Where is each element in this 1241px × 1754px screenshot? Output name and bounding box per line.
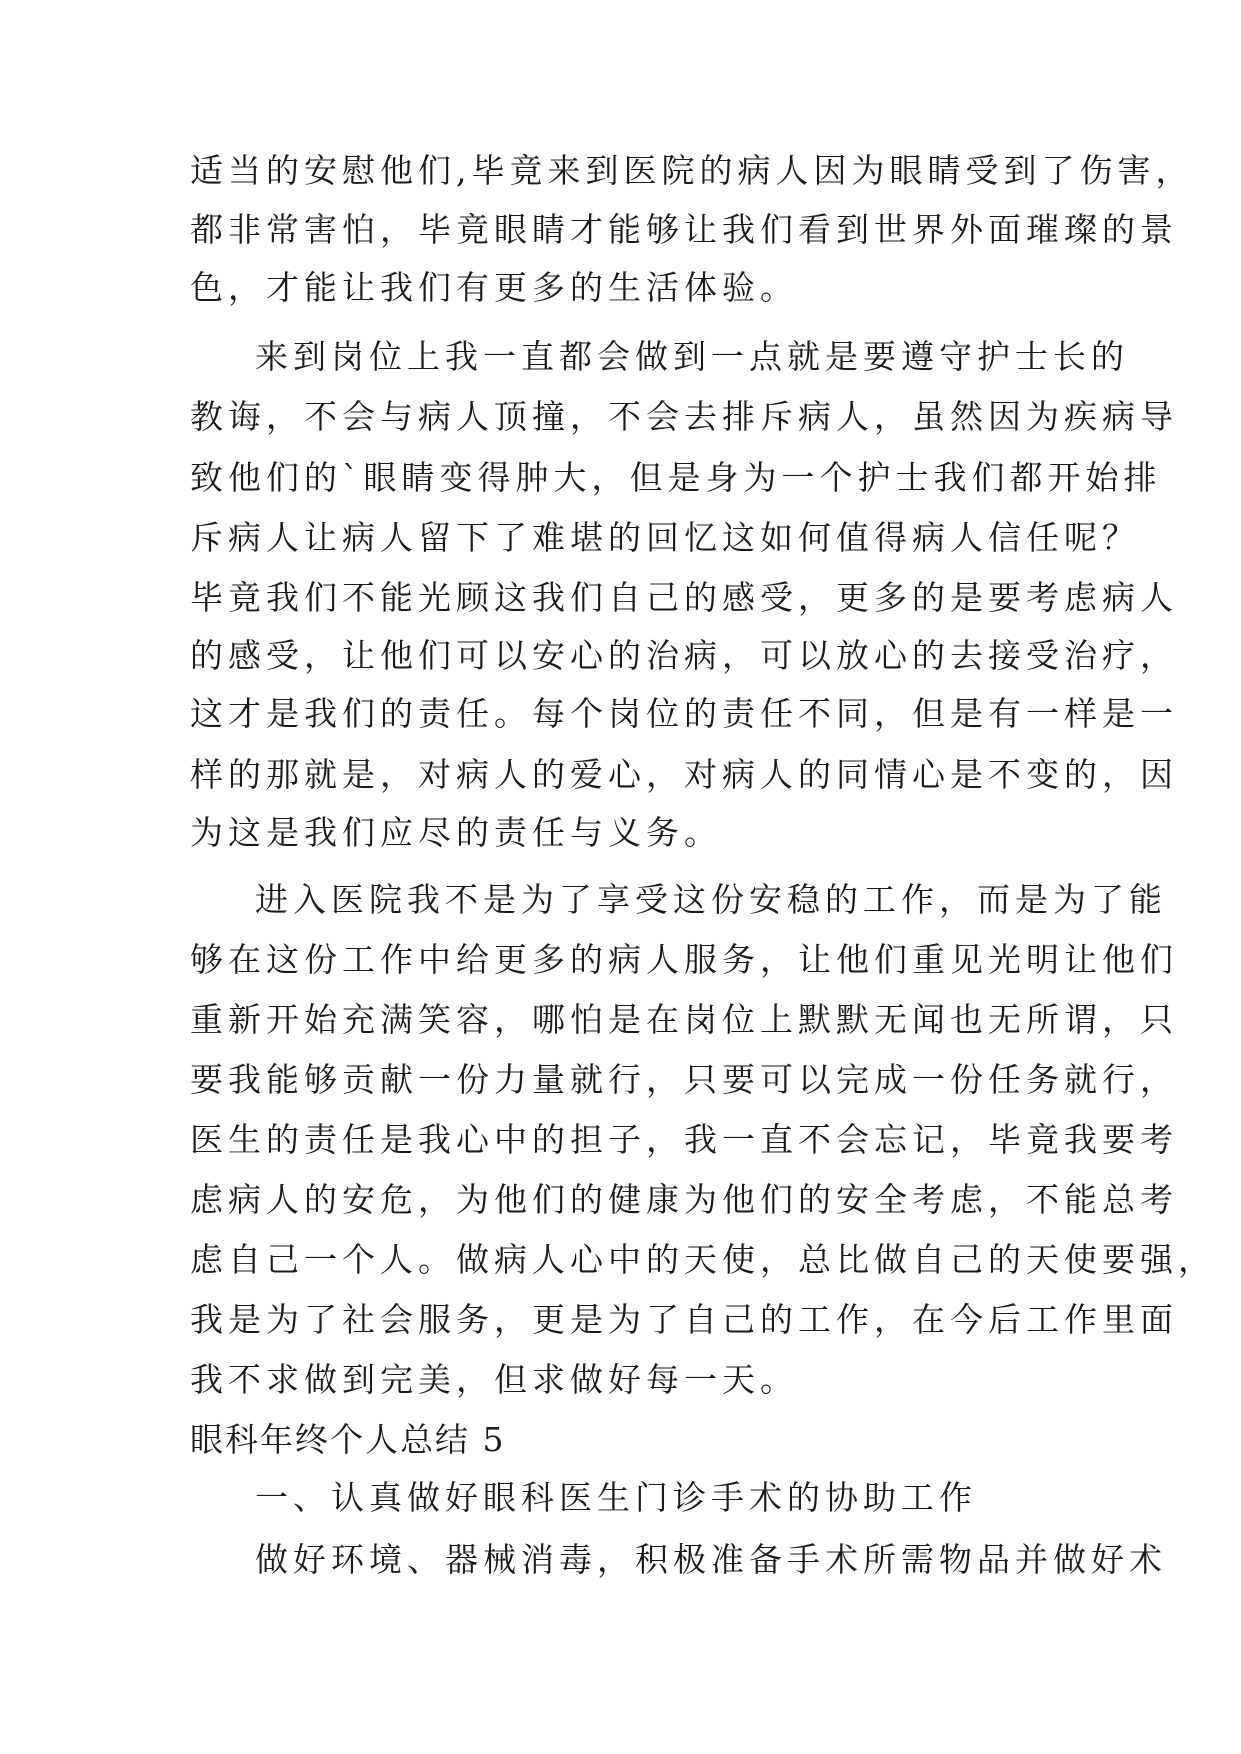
text-line: 我不求做到完美，但求做好每一天。 [190, 1360, 798, 1399]
paragraph-start-line: 进入医院我不是为了享受这份安稳的工作，而是为了能 [255, 880, 1167, 919]
text-line: 毕竟我们不能光顾这我们自己的感受，更多的是要考虑病人 [190, 578, 1178, 617]
section-heading: 眼科年终个人总结 5 [190, 1420, 506, 1459]
text-line: 虑病人的安危，为他们的健康为他们的安全考虑，不能总考 [190, 1180, 1178, 1219]
text-line: 要我能够贡献一份力量就行，只要可以完成一份任务就行， [190, 1060, 1178, 1099]
text-line: 重新开始充满笑容，哪怕是在岗位上默默无闻也无所谓，只 [190, 1000, 1178, 1039]
text-line: 够在这份工作中给更多的病人服务，让他们重见光明让他们 [190, 940, 1178, 979]
subsection-heading: 一、认真做好眼科医生门诊手术的协助工作 [255, 1478, 977, 1517]
text-line: 的感受，让他们可以安心的治病，可以放心的去接受治疗， [190, 636, 1178, 675]
text-line: 样的那就是，对病人的爱心，对病人的同情心是不变的，因 [190, 755, 1178, 794]
text-line: 教诲，不会与病人顶撞，不会去排斥病人，虽然因为疾病导 [190, 397, 1178, 436]
text-line: 我是为了社会服务，更是为了自己的工作，在今后工作里面 [190, 1300, 1178, 1339]
text-line: 斥病人让病人留下了难堪的回忆这如何值得病人信任呢？ [190, 518, 1140, 557]
text-line: 医生的责任是我心中的担子，我一直不会忘记，毕竟我要考 [190, 1120, 1178, 1159]
text-line: 适当的安慰他们,毕竟来到医院的病人因为眼睛受到了伤害， [190, 151, 1194, 190]
text-line: 致他们的`眼睛变得肿大，但是身为一个护士我们都开始排 [190, 458, 1162, 497]
text-line: 色，才能让我们有更多的生活体验。 [190, 268, 798, 307]
paragraph-start-line: 来到岗位上我一直都会做到一点就是要遵守护士长的 [255, 337, 1129, 376]
text-line: 为这是我们应尽的责任与义务。 [190, 813, 722, 852]
text-line: 都非常害怕，毕竟眼睛才能够让我们看到世界外面璀璨的景 [190, 210, 1178, 249]
paragraph-start-line: 做好环境、器械消毒，积极准备手术所需物品并做好术 [255, 1540, 1167, 1579]
text-line: 这才是我们的责任。每个岗位的责任不同，但是有一样是一 [190, 694, 1178, 733]
text-line: 虑自己一个人。做病人心中的天使，总比做自己的天使要强， [190, 1240, 1216, 1279]
